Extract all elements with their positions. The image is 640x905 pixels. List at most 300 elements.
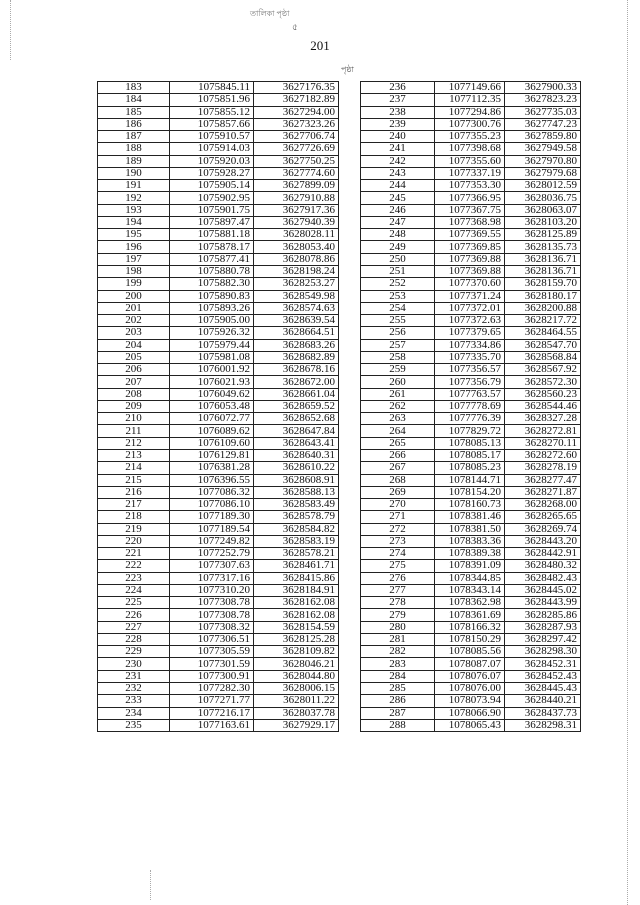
easting-cell: 1075926.32 (170, 327, 254, 339)
point-number-cell: 210 (98, 413, 170, 425)
point-number-cell: 216 (98, 486, 170, 498)
table-row (361, 253, 581, 265)
table-row (98, 388, 339, 400)
table-row (98, 241, 339, 253)
point-number-cell: 184 (98, 94, 170, 106)
table-row (98, 449, 339, 461)
point-number-cell: 265 (361, 437, 435, 449)
northing-cell: 3628664.51 (254, 327, 339, 339)
point-number-cell: 203 (98, 327, 170, 339)
point-number-cell: 207 (98, 376, 170, 388)
point-number-cell: 278 (361, 597, 435, 609)
table-row (98, 253, 339, 265)
easting-cell: 1075914.03 (170, 143, 254, 155)
table-row (361, 290, 581, 302)
northing-cell: 3628078.86 (254, 253, 339, 265)
northing-cell: 3627910.88 (254, 192, 339, 204)
table-row (361, 351, 581, 363)
northing-cell: 3628583.19 (254, 535, 339, 547)
table-row (361, 155, 581, 167)
point-number-cell: 205 (98, 351, 170, 363)
easting-cell: 1077369.85 (435, 241, 505, 253)
northing-cell: 3628578.21 (254, 548, 339, 560)
northing-cell: 3628006.15 (254, 683, 339, 695)
easting-cell: 1077778.69 (435, 400, 505, 412)
northing-cell: 3628568.84 (505, 351, 581, 363)
easting-cell: 1076396.55 (170, 474, 254, 486)
easting-cell: 1078144.71 (435, 474, 505, 486)
point-number-cell: 231 (98, 670, 170, 682)
northing-cell: 3628452.31 (505, 658, 581, 670)
point-number-cell: 209 (98, 400, 170, 412)
point-number-cell: 185 (98, 106, 170, 118)
table-row (98, 548, 339, 560)
point-number-cell: 202 (98, 315, 170, 327)
northing-cell: 3628482.43 (505, 572, 581, 584)
table-row (98, 683, 339, 695)
northing-cell: 3628588.13 (254, 486, 339, 498)
easting-cell: 1077249.82 (170, 535, 254, 547)
northing-cell: 3627940.39 (254, 216, 339, 228)
easting-cell: 1077334.86 (435, 339, 505, 351)
table-row (361, 167, 581, 179)
point-number-cell: 186 (98, 118, 170, 130)
table-row (361, 474, 581, 486)
table-row (98, 597, 339, 609)
table-row (361, 425, 581, 437)
easting-cell: 1075878.17 (170, 241, 254, 253)
table-row (361, 315, 581, 327)
northing-cell: 3628253.27 (254, 278, 339, 290)
easting-cell: 1077355.60 (435, 155, 505, 167)
easting-cell: 1077307.63 (170, 560, 254, 572)
northing-cell: 3628184.91 (254, 584, 339, 596)
table-row (361, 449, 581, 461)
northing-cell: 3627900.33 (505, 82, 581, 94)
easting-cell: 1077112.35 (435, 94, 505, 106)
scan-mark-bottom (150, 870, 151, 900)
point-number-cell: 239 (361, 118, 435, 130)
table-row (361, 180, 581, 192)
point-number-cell: 213 (98, 449, 170, 461)
point-number-cell: 257 (361, 339, 435, 351)
point-number-cell: 183 (98, 82, 170, 94)
point-number-cell: 214 (98, 462, 170, 474)
easting-cell: 1076021.93 (170, 376, 254, 388)
northing-cell: 3627899.09 (254, 180, 339, 192)
northing-cell: 3628269.74 (505, 523, 581, 535)
easting-cell: 1078085.13 (435, 437, 505, 449)
northing-cell: 3628046.21 (254, 658, 339, 670)
easting-cell: 1075928.27 (170, 167, 254, 179)
table-row (98, 474, 339, 486)
easting-cell: 1077372.01 (435, 302, 505, 314)
easting-cell: 1078166.32 (435, 621, 505, 633)
point-number-cell: 263 (361, 413, 435, 425)
northing-cell: 3628560.23 (505, 388, 581, 400)
northing-cell: 3627929.17 (254, 719, 339, 731)
northing-cell: 3628103.20 (505, 216, 581, 228)
northing-cell: 3627747.23 (505, 118, 581, 130)
easting-cell: 1076001.92 (170, 364, 254, 376)
point-number-cell: 254 (361, 302, 435, 314)
point-number-cell: 244 (361, 180, 435, 192)
point-number-cell: 258 (361, 351, 435, 363)
table-row (361, 695, 581, 707)
easting-cell: 1078073.94 (435, 695, 505, 707)
northing-cell: 3627823.23 (505, 94, 581, 106)
easting-cell: 1077086.32 (170, 486, 254, 498)
point-number-cell: 198 (98, 265, 170, 277)
point-number-cell: 187 (98, 131, 170, 143)
northing-cell: 3628180.17 (505, 290, 581, 302)
point-number-cell: 267 (361, 462, 435, 474)
point-number-cell: 241 (361, 143, 435, 155)
northing-cell: 3628578.79 (254, 511, 339, 523)
point-number-cell: 228 (98, 633, 170, 645)
easting-cell: 1076053.48 (170, 400, 254, 412)
northing-cell: 3628011.22 (254, 695, 339, 707)
point-number-cell: 277 (361, 584, 435, 596)
northing-cell: 3628297.42 (505, 633, 581, 645)
northing-cell: 3628415.86 (254, 572, 339, 584)
point-number-cell: 270 (361, 499, 435, 511)
point-number-cell: 206 (98, 364, 170, 376)
point-number-cell: 237 (361, 94, 435, 106)
northing-cell: 3628277.47 (505, 474, 581, 486)
northing-cell: 3628136.71 (505, 253, 581, 265)
table-row (361, 486, 581, 498)
easting-cell: 1078344.85 (435, 572, 505, 584)
point-number-cell: 204 (98, 339, 170, 351)
table-row (361, 302, 581, 314)
northing-cell: 3628159.70 (505, 278, 581, 290)
point-number-cell: 211 (98, 425, 170, 437)
table-row (98, 499, 339, 511)
easting-cell: 1075902.95 (170, 192, 254, 204)
northing-cell: 3627917.36 (254, 204, 339, 216)
northing-cell: 3628661.04 (254, 388, 339, 400)
coordinate-table-left-body (98, 82, 339, 732)
table-row (361, 523, 581, 535)
table-row (98, 192, 339, 204)
table-row (361, 94, 581, 106)
table-row (98, 106, 339, 118)
table-row (361, 719, 581, 731)
point-number-cell: 285 (361, 683, 435, 695)
table-row (98, 376, 339, 388)
northing-cell: 3628298.30 (505, 646, 581, 658)
table-row (361, 229, 581, 241)
table-row (361, 106, 581, 118)
table-row (361, 462, 581, 474)
point-number-cell: 288 (361, 719, 435, 731)
point-number-cell: 220 (98, 535, 170, 547)
northing-cell: 3628265.65 (505, 511, 581, 523)
easting-cell: 1077372.63 (435, 315, 505, 327)
table-row (98, 118, 339, 130)
easting-cell: 1077366.95 (435, 192, 505, 204)
easting-cell: 1077189.30 (170, 511, 254, 523)
table-row (98, 131, 339, 143)
easting-cell: 1075893.26 (170, 302, 254, 314)
table-row (361, 683, 581, 695)
easting-cell: 1075910.57 (170, 131, 254, 143)
easting-cell: 1075881.18 (170, 229, 254, 241)
table-row (98, 229, 339, 241)
easting-cell: 1076089.62 (170, 425, 254, 437)
point-number-cell: 281 (361, 633, 435, 645)
northing-cell: 3627726.69 (254, 143, 339, 155)
table-row (361, 499, 581, 511)
table-row (98, 646, 339, 658)
header-stamp-mark: তালিকা পৃষ্ঠা (250, 9, 290, 18)
table-row (361, 646, 581, 658)
northing-cell: 3628445.43 (505, 683, 581, 695)
easting-cell: 1078085.17 (435, 449, 505, 461)
northing-cell: 3628135.73 (505, 241, 581, 253)
point-number-cell: 248 (361, 229, 435, 241)
easting-cell: 1077189.54 (170, 523, 254, 535)
point-number-cell: 222 (98, 560, 170, 572)
northing-cell: 3628270.11 (505, 437, 581, 449)
northing-cell: 3627323.26 (254, 118, 339, 130)
point-number-cell: 262 (361, 400, 435, 412)
table-row (98, 572, 339, 584)
table-row (361, 131, 581, 143)
table-row (98, 180, 339, 192)
northing-cell: 3627979.68 (505, 167, 581, 179)
northing-cell: 3628608.91 (254, 474, 339, 486)
easting-cell: 1075855.12 (170, 106, 254, 118)
northing-cell: 3628125.89 (505, 229, 581, 241)
coordinate-table-right-body (361, 82, 581, 732)
northing-cell: 3628672.00 (254, 376, 339, 388)
point-number-cell: 226 (98, 609, 170, 621)
point-number-cell: 272 (361, 523, 435, 535)
point-number-cell: 195 (98, 229, 170, 241)
table-row (361, 572, 581, 584)
easting-cell: 1078343.14 (435, 584, 505, 596)
northing-cell: 3628200.88 (505, 302, 581, 314)
point-number-cell: 284 (361, 670, 435, 682)
table-row (98, 364, 339, 376)
easting-cell: 1077308.32 (170, 621, 254, 633)
easting-cell: 1078085.23 (435, 462, 505, 474)
point-number-cell: 200 (98, 290, 170, 302)
point-number-cell: 225 (98, 597, 170, 609)
table-row (361, 339, 581, 351)
northing-cell: 3627750.25 (254, 155, 339, 167)
point-number-cell: 264 (361, 425, 435, 437)
point-number-cell: 219 (98, 523, 170, 535)
table-row (98, 413, 339, 425)
northing-cell: 3628584.82 (254, 523, 339, 535)
point-number-cell: 192 (98, 192, 170, 204)
easting-cell: 1075845.11 (170, 82, 254, 94)
point-number-cell: 275 (361, 560, 435, 572)
point-number-cell: 189 (98, 155, 170, 167)
northing-cell: 3628272.60 (505, 449, 581, 461)
table-row (361, 118, 581, 130)
point-number-cell: 223 (98, 572, 170, 584)
point-number-cell: 196 (98, 241, 170, 253)
northing-cell: 3628285.86 (505, 609, 581, 621)
northing-cell: 3628063.07 (505, 204, 581, 216)
easting-cell: 1078154.20 (435, 486, 505, 498)
easting-cell: 1077353.30 (435, 180, 505, 192)
easting-cell: 1077369.55 (435, 229, 505, 241)
table-row (98, 290, 339, 302)
point-number-cell: 249 (361, 241, 435, 253)
northing-cell: 3628125.28 (254, 633, 339, 645)
point-number-cell: 208 (98, 388, 170, 400)
easting-cell: 1077355.23 (435, 131, 505, 143)
northing-cell: 3627949.58 (505, 143, 581, 155)
northing-cell: 3628442.91 (505, 548, 581, 560)
point-number-cell: 242 (361, 155, 435, 167)
easting-cell: 1077317.16 (170, 572, 254, 584)
northing-cell: 3628136.71 (505, 265, 581, 277)
northing-cell: 3627176.35 (254, 82, 339, 94)
table-row (98, 695, 339, 707)
easting-cell: 1077379.65 (435, 327, 505, 339)
northing-cell: 3627735.03 (505, 106, 581, 118)
table-row (98, 670, 339, 682)
northing-cell: 3628298.31 (505, 719, 581, 731)
northing-cell: 3628583.49 (254, 499, 339, 511)
easting-cell: 1075920.03 (170, 155, 254, 167)
easting-cell: 1075897.47 (170, 216, 254, 228)
northing-cell: 3628567.92 (505, 364, 581, 376)
table-row (98, 327, 339, 339)
point-number-cell: 287 (361, 707, 435, 719)
easting-cell: 1075981.08 (170, 351, 254, 363)
table-row (361, 511, 581, 523)
easting-cell: 1075882.30 (170, 278, 254, 290)
easting-cell: 1077163.61 (170, 719, 254, 731)
northing-cell: 3628109.82 (254, 646, 339, 658)
table-row (98, 94, 339, 106)
point-number-cell: 212 (98, 437, 170, 449)
point-number-cell: 235 (98, 719, 170, 731)
easting-cell: 1077335.70 (435, 351, 505, 363)
easting-cell: 1076072.77 (170, 413, 254, 425)
northing-cell: 3628574.63 (254, 302, 339, 314)
table-row (98, 462, 339, 474)
point-number-cell: 246 (361, 204, 435, 216)
point-number-cell: 253 (361, 290, 435, 302)
northing-cell: 3627182.89 (254, 94, 339, 106)
easting-cell: 1075877.41 (170, 253, 254, 265)
header-small-mark: ৫ (292, 22, 298, 32)
table-row (361, 192, 581, 204)
scan-edge-left (10, 0, 11, 60)
easting-cell: 1078160.73 (435, 499, 505, 511)
easting-cell: 1077300.91 (170, 670, 254, 682)
point-number-cell: 217 (98, 499, 170, 511)
easting-cell: 1077367.75 (435, 204, 505, 216)
table-row (98, 511, 339, 523)
easting-cell: 1077306.51 (170, 633, 254, 645)
table-row (361, 609, 581, 621)
northing-cell: 3627859.80 (505, 131, 581, 143)
table-row (98, 523, 339, 535)
table-row (98, 302, 339, 314)
northing-cell: 3628443.99 (505, 597, 581, 609)
table-row (361, 327, 581, 339)
table-row (98, 351, 339, 363)
point-number-cell: 269 (361, 486, 435, 498)
easting-cell: 1077216.17 (170, 707, 254, 719)
point-number-cell: 250 (361, 253, 435, 265)
easting-cell: 1077337.19 (435, 167, 505, 179)
easting-cell: 1077371.24 (435, 290, 505, 302)
northing-cell: 3628162.08 (254, 609, 339, 621)
easting-cell: 1077300.76 (435, 118, 505, 130)
table-row (361, 364, 581, 376)
table-row (98, 584, 339, 596)
northing-cell: 3628480.32 (505, 560, 581, 572)
easting-cell: 1078076.00 (435, 683, 505, 695)
northing-cell: 3628162.08 (254, 597, 339, 609)
easting-cell: 1077252.79 (170, 548, 254, 560)
northing-cell: 3627706.74 (254, 131, 339, 143)
table-row (361, 633, 581, 645)
easting-cell: 1075857.66 (170, 118, 254, 130)
northing-cell: 3628198.24 (254, 265, 339, 277)
easting-cell: 1075905.14 (170, 180, 254, 192)
table-row (98, 339, 339, 351)
table-row (361, 376, 581, 388)
point-number-cell: 260 (361, 376, 435, 388)
table-row (98, 633, 339, 645)
point-number-cell: 232 (98, 683, 170, 695)
point-number-cell: 218 (98, 511, 170, 523)
point-number-cell: 234 (98, 707, 170, 719)
point-number-cell: 245 (361, 192, 435, 204)
table-row (98, 707, 339, 719)
easting-cell: 1075979.44 (170, 339, 254, 351)
point-number-cell: 191 (98, 180, 170, 192)
table-row (361, 82, 581, 94)
table-row (361, 670, 581, 682)
easting-cell: 1078391.09 (435, 560, 505, 572)
easting-cell: 1077763.57 (435, 388, 505, 400)
point-number-cell: 227 (98, 621, 170, 633)
table-row (361, 204, 581, 216)
easting-cell: 1076109.60 (170, 437, 254, 449)
table-row (361, 143, 581, 155)
northing-cell: 3628461.71 (254, 560, 339, 572)
table-row (361, 597, 581, 609)
easting-cell: 1077368.98 (435, 216, 505, 228)
easting-cell: 1078383.36 (435, 535, 505, 547)
point-number-cell: 236 (361, 82, 435, 94)
northing-cell: 3627970.80 (505, 155, 581, 167)
point-number-cell: 190 (98, 167, 170, 179)
easting-cell: 1078361.69 (435, 609, 505, 621)
scan-edge-right (627, 0, 628, 905)
easting-cell: 1077370.60 (435, 278, 505, 290)
point-number-cell: 255 (361, 315, 435, 327)
table-row (98, 143, 339, 155)
point-number-cell: 224 (98, 584, 170, 596)
table-row (98, 155, 339, 167)
point-number-cell: 261 (361, 388, 435, 400)
point-number-cell: 282 (361, 646, 435, 658)
table-row (361, 400, 581, 412)
